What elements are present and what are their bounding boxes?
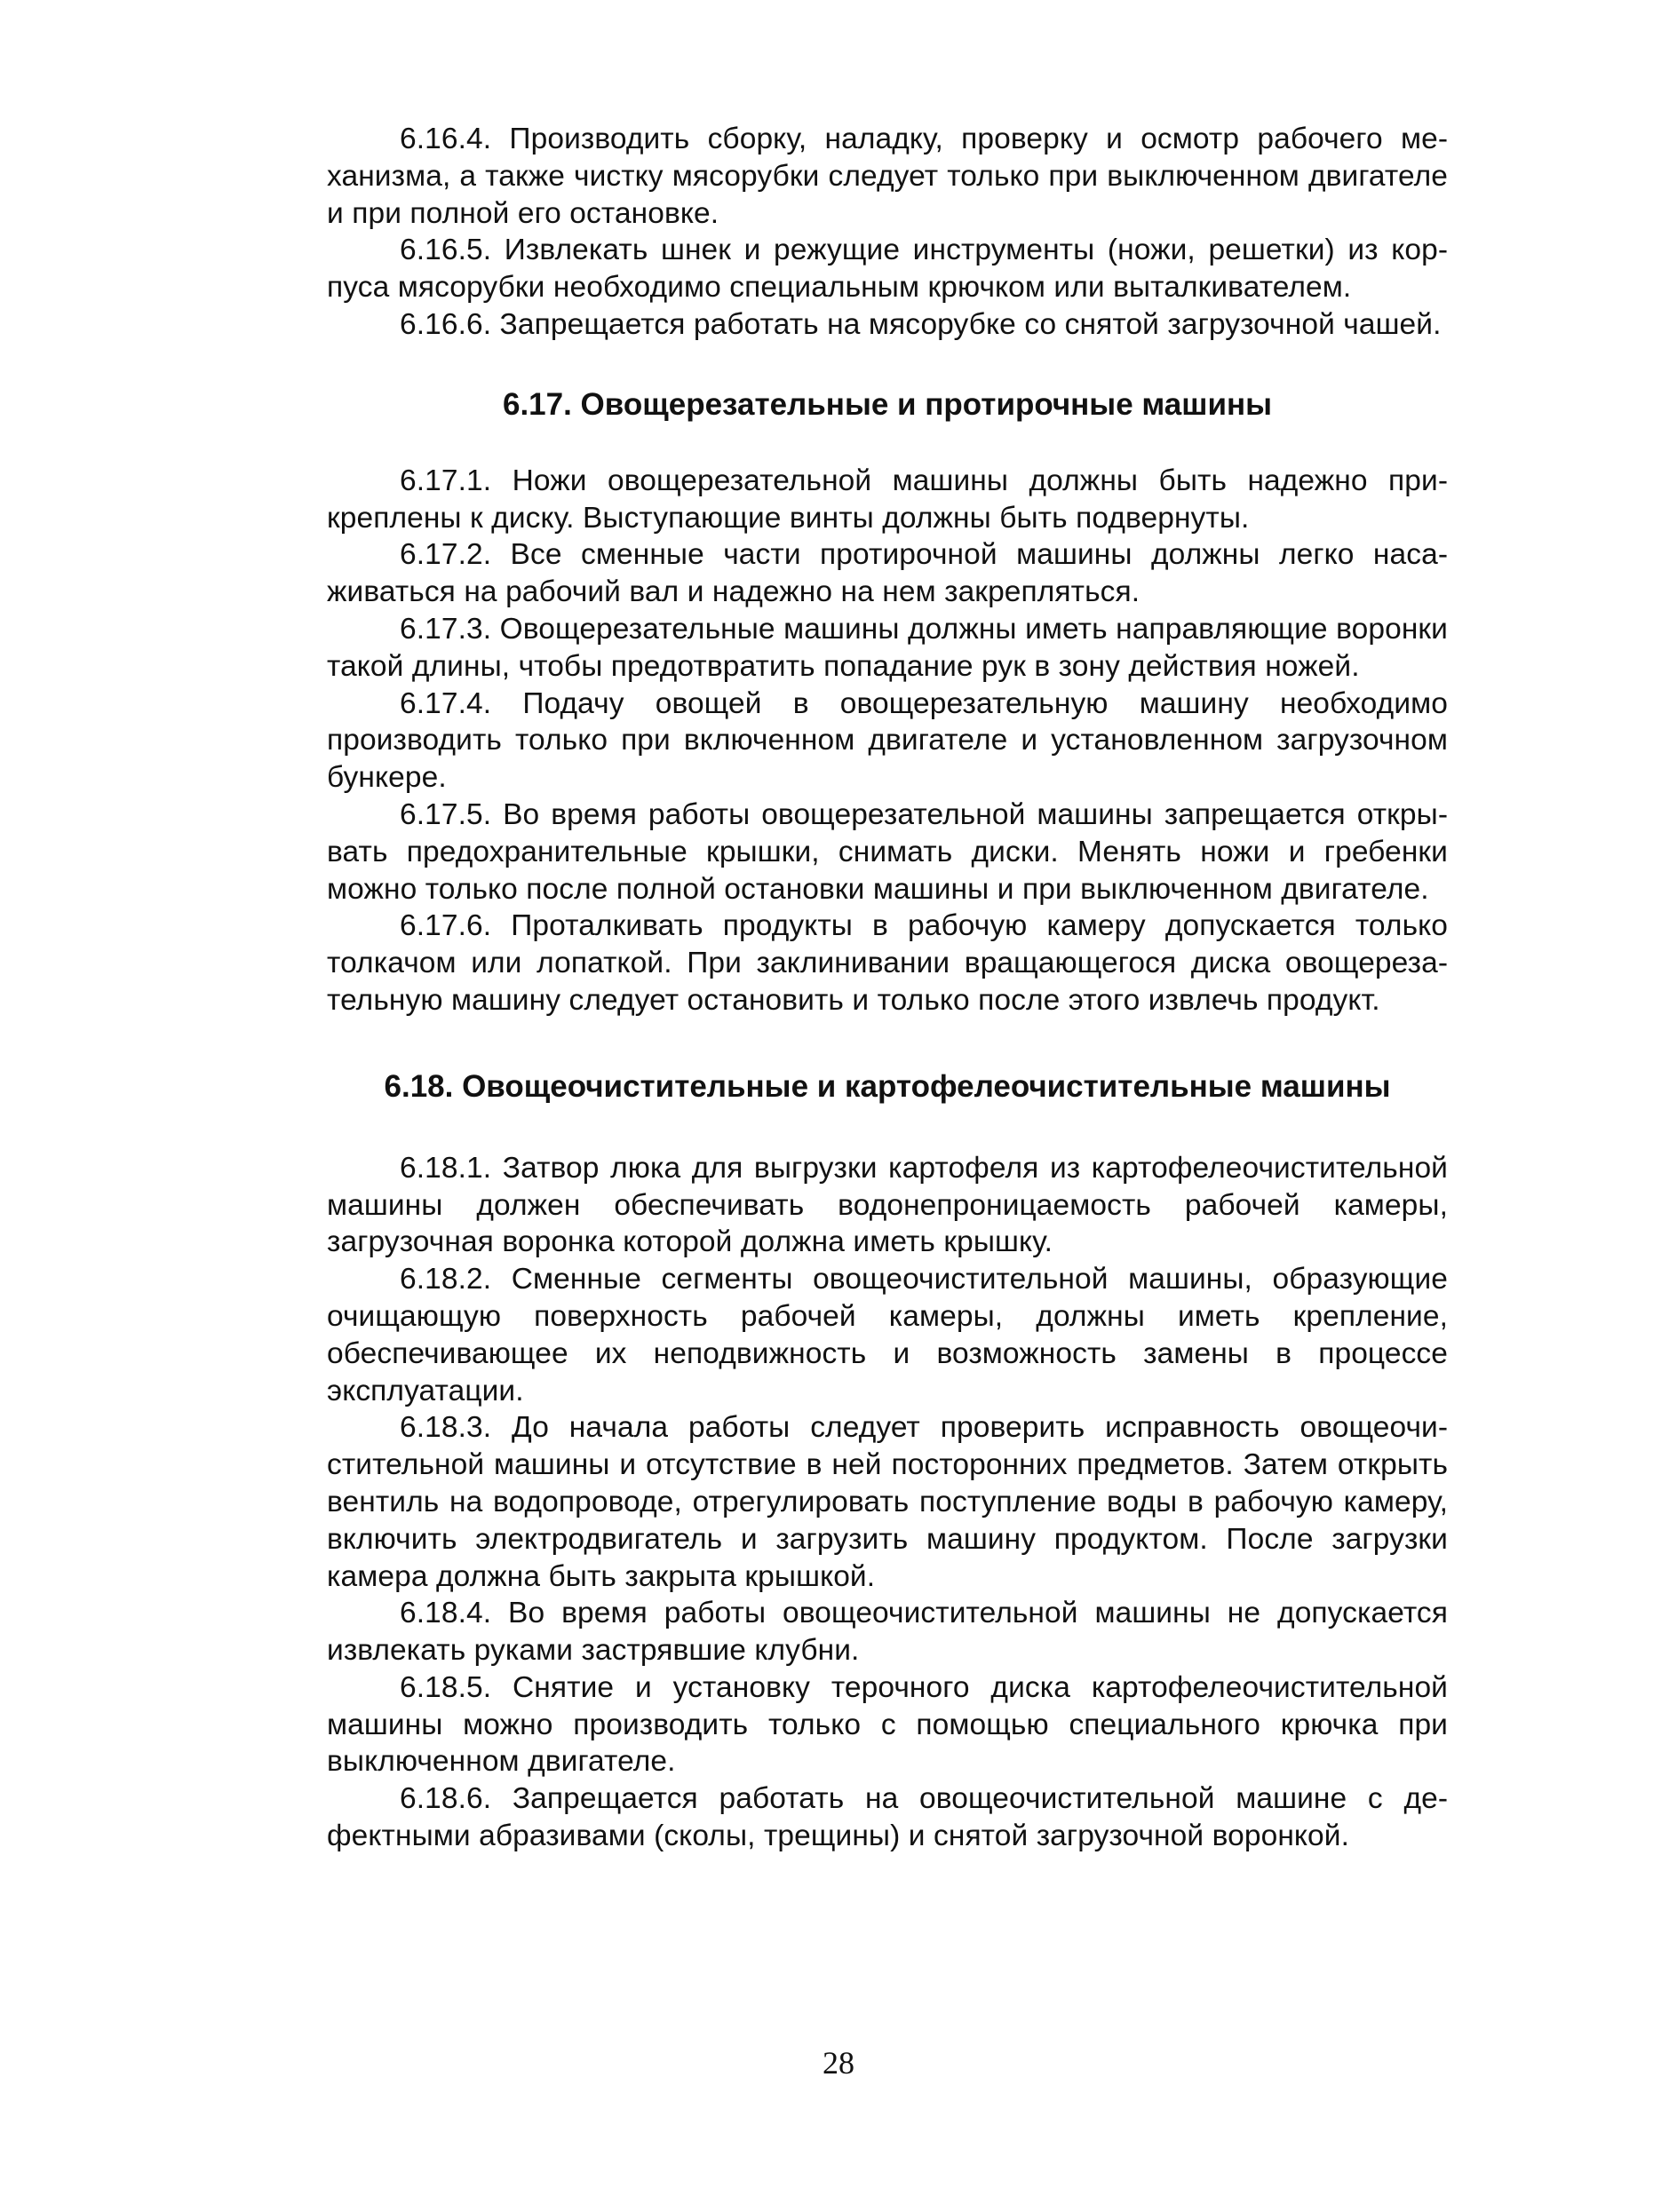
page-content bbox=[327, 121, 1448, 1855]
paragraph-6-16-6: 6.16.6. Запрещается работать на мясорубке со снятой загрузочной чашей. bbox=[400, 307, 1442, 341]
paragraph-6-17-1: 6.17.1. Ножи овощерезательной машины должны быть надежно прикреплены к диску. Выступающие винты должны быть подвернуты. bbox=[327, 464, 1448, 535]
paragraph-6-17-3: 6.17.3. Овощерезательные машины должны иметь направляющие воронки такой длины, чтобы предотвратить попадание рук в зону действия ножей. bbox=[327, 612, 1448, 683]
paragraph-6-16-5: 6.16.5. Извлекать шнек и режущие инструменты (ножи, решетки) из корпуса мясорубки необходимо специальным крючком или выталкивателем. bbox=[327, 234, 1448, 305]
paragraph-6-17-5: 6.17.5. Во время работы овощерезательной машины запрещается открывать предохранительные крышки, снимать диски. Менять ножи и гребенки можно только после полной остановки машины и при выключенном двигателе. bbox=[327, 797, 1448, 906]
paragraph-6-18-1: 6.18.1. Затвор люка для выгрузки картофеля из картофелеочистительной машины должен обеспечивать водонепроницаемость рабочей камеры, загрузочная воронка которой должна иметь крышку. bbox=[327, 1151, 1448, 1259]
paragraph-6-16-4: 6.16.4. Производить сборку, наладку, проверку и осмотр рабочего механизма, а также чистку мясорубки следует только при выключенном двигателе и при полной его остановке. bbox=[327, 123, 1448, 230]
paragraph-6-17-6: 6.17.6. Проталкивать продукты в рабочую камеру допускается только толкачом или лопаткой. При заклинивании вращающегося диска овощерезательную машину следует остановить и только после этого извлечь продукт. bbox=[327, 909, 1448, 1017]
paragraph-6-17-4: 6.17.4. Подачу овощей в овощерезательную машину необходимо производить только при включенном двигателе и установленном загрузочном бункере. bbox=[327, 686, 1448, 795]
paragraph-6-17-2: 6.17.2. Все сменные части протирочной машины должны легко насаживаться на рабочий вал и надежно на нем закрепляться. bbox=[327, 538, 1448, 609]
paragraph-6-18-2: 6.18.2. Сменные сегменты овощеочистительной машины, образующие очищающую поверхность рабочей камеры, должны иметь крепление, обеспечивающее их неподвижность и возможность замены в процессе эксплуатации. bbox=[327, 1263, 1448, 1407]
paragraph-6-18-6: 6.18.6. Запрещается работать на овощеочистительной машине с дефектными абразивами (сколы, трещины) и снятой загрузочной воронкой. bbox=[327, 1782, 1448, 1853]
page-number: 28 bbox=[823, 2045, 854, 2081]
paragraph-6-18-3: 6.18.3. До начала работы следует проверить исправность овощеочистительной машины и отсутствие в ней посторонних предметов. Затем открыть вентиль на водопроводе, отрегулировать поступление воды в рабочую камеру, включить электродвигатель и загрузить машину продуктом. После загрузки камера должна быть закрыта крышкой. bbox=[327, 1411, 1448, 1593]
paragraph-6-18-5: 6.18.5. Снятие и установку терочного диска картофелеочистительной машины можно производить только с помощью специального крючка при выключенном двигателе. bbox=[327, 1670, 1448, 1779]
section-title-6-18: 6.18. Овощеочистительные и картофелеочистительные машины bbox=[384, 1068, 1391, 1104]
section-title-6-17: 6.17. Овощерезательные и протирочные машины bbox=[502, 386, 1272, 422]
paragraph-6-18-4: 6.18.4. Во время работы овощеочистительной машины не допускается извлекать руками застрявшие клубни. bbox=[327, 1597, 1448, 1668]
